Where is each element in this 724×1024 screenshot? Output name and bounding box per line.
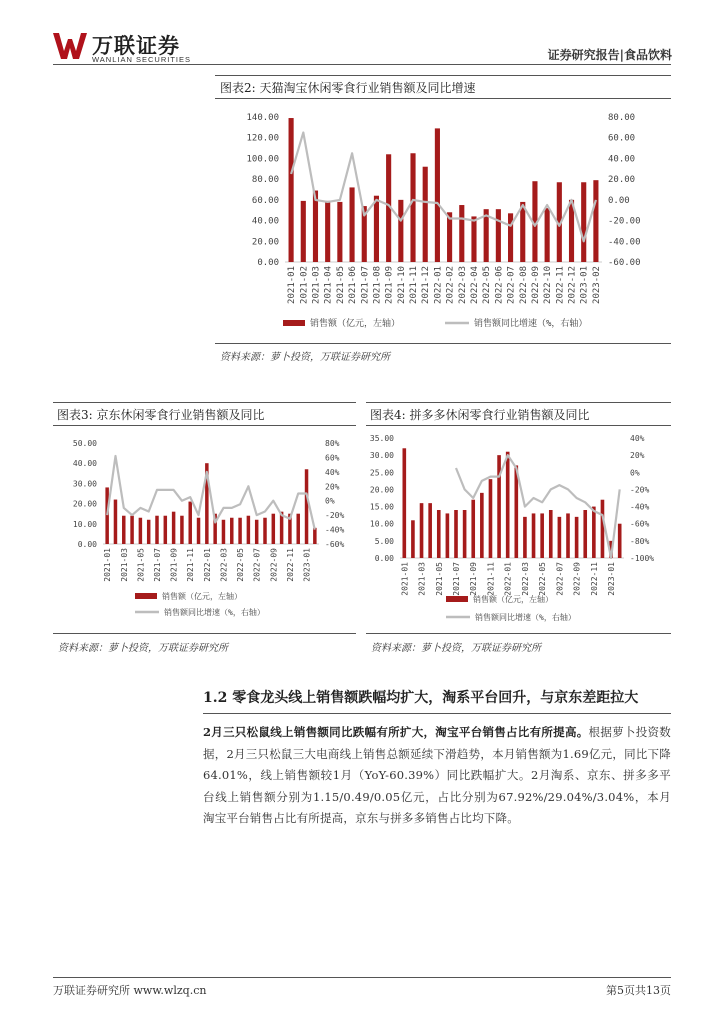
pdd-chart [366,428,671,628]
left-axis-tick-label: 40.00 [72,459,97,469]
sales-bar [581,182,586,262]
right-axis-tick-label: -40% [630,502,650,512]
sales-bar [313,528,316,544]
figure4-bottom-rule [366,633,671,634]
x-axis-tick-label: 2022-04 [469,266,480,304]
right-axis-tick-label: -20% [325,511,345,521]
right-axis-tick-label: -80% [630,536,650,546]
report-category: 证券研究报告|食品饮料 [547,48,672,62]
x-axis-tick-label: 2022-07 [506,266,517,304]
x-axis-tick-label: 2021-09 [384,266,395,304]
x-axis-tick-label: 2022-05 [482,266,493,304]
left-axis-tick-label: 40.00 [251,216,279,227]
left-axis-tick-label: 25.00 [369,468,394,478]
legend-bar-swatch [135,593,157,599]
figure3-title-text: 京东休闲零食行业销售额及同比 [96,408,265,422]
sales-bar [164,516,167,544]
sales-bar [601,500,605,558]
sales-bar [247,516,250,544]
x-axis-tick-label: 2022-11 [555,266,566,304]
right-axis-tick-label: 20% [630,451,645,461]
figure3-top-rule [53,402,356,403]
sales-bar [545,208,550,262]
left-axis-tick-label: 10.00 [72,519,97,529]
left-axis-tick-label: 80.00 [251,175,279,186]
x-axis-tick-label: 2023-02 [591,266,602,304]
right-axis-tick-label: 40.00 [608,154,636,165]
x-axis-tick-label: 2021-10 [396,266,407,304]
x-axis-tick-label: 2023-01 [302,548,312,582]
brand-name-en: WANLIAN SECURITIES [92,55,191,64]
footer-rule [53,977,671,978]
sales-bar [155,516,158,544]
figure4-label: 图表4: [370,408,406,422]
x-axis-tick-label: 2021-04 [323,266,334,304]
figure2-title-rule [215,98,671,99]
left-axis-tick-label: 100.00 [246,154,279,165]
sales-bar [435,128,440,262]
sales-bar [410,153,415,262]
sales-bar [114,500,117,544]
x-axis-tick-label: 2022-09 [530,266,541,304]
x-axis-tick-label: 2022-09 [572,562,582,596]
figure3-title-rule [53,425,356,426]
x-axis-tick-label: 2021-05 [335,266,346,304]
page-number: 第5页共13页 [606,984,671,997]
right-axis-tick-label: -20% [630,485,650,495]
sales-bar [337,202,342,262]
left-axis-tick-label: 0.00 [374,554,394,563]
sales-bar [255,520,258,544]
x-axis-tick-label: 2022-01 [503,562,513,596]
sales-bar [463,510,467,558]
sales-bar [575,517,579,558]
sales-bar [139,518,142,544]
x-axis-tick-label: 2021-07 [452,562,461,596]
x-axis-tick-label: 2022-11 [589,562,599,596]
sales-bar [411,520,415,558]
yoy-growth-line [291,133,596,242]
figure4-title [370,406,590,423]
right-axis-tick-label: 0% [630,468,640,478]
sales-bar [428,503,432,558]
sales-bar [420,503,424,558]
sales-bar [447,212,452,262]
sales-bar [122,516,125,544]
sales-bar [454,510,458,558]
sales-bar [489,479,493,558]
figure4-title-rule [366,425,671,426]
x-axis-tick-label: 2023-01 [579,266,590,304]
sales-bar [374,196,379,262]
legend-line-label: 销售额同比增速（%，右轴） [474,319,588,329]
right-axis-tick-label: -40.00 [608,237,641,248]
header-rule [53,64,671,65]
figure3-source: 资料来源：萝卜投资，万联证券研究所 [58,643,228,654]
sales-bar [180,516,183,544]
right-axis-tick-label: -60.00 [608,258,641,268]
sales-bar [289,118,294,262]
x-axis-tick-label: 2021-01 [103,548,113,582]
left-axis-tick-label: 0.00 [77,540,97,549]
jd-chart [53,428,356,628]
x-axis-tick-label: 2022-11 [285,548,295,582]
x-axis-tick-label: 2023-01 [607,562,617,596]
left-axis-tick-label: 30.00 [72,479,97,489]
figure2-title-text: 天猫淘宝休闲零食行业销售额及同比增速 [259,81,476,95]
x-axis-tick-label: 2021-09 [169,548,179,582]
wanlian-logo-icon [53,33,87,59]
figure4-top-rule [366,402,671,403]
sales-bar [301,201,306,262]
x-axis-tick-label: 2022-06 [494,266,505,304]
section-lead: 2月三只松鼠线上销售额同比跌幅有所扩大，淘宝平台销售占比有所提高。 [203,725,589,739]
sales-bar [238,518,241,544]
figure2-bottom-rule [215,343,671,344]
x-axis-tick-label: 2021-11 [186,548,196,582]
x-axis-tick-label: 2021-11 [409,266,420,304]
sales-bar [423,167,428,262]
section-paragraph [203,722,671,830]
left-axis-tick-label: 20.00 [251,237,279,248]
x-axis-tick-label: 2021-08 [372,266,383,304]
sales-bar [325,201,330,262]
x-axis-tick-label: 2022-01 [202,548,212,582]
x-axis-tick-label: 2021-02 [299,266,310,304]
sales-bar [188,502,191,544]
x-axis-tick-label: 2022-01 [433,266,444,304]
left-axis-tick-label: 10.00 [369,519,394,529]
sales-bar [296,514,299,544]
x-axis-tick-label: 2022-12 [567,266,578,304]
x-axis-tick-label: 2021-11 [486,562,496,596]
right-axis-tick-label: -60% [630,519,650,529]
legend-bar-swatch [283,320,305,326]
tmall-taobao-chart [215,100,671,340]
sales-bar [566,513,570,558]
sales-bar [508,213,513,262]
figure2-label: 图表2: [220,81,256,95]
right-axis-tick-label: 20.00 [608,175,636,186]
sales-bar [272,514,275,544]
x-axis-tick-label: 2022-08 [518,266,529,304]
brand-name-cn: 万联证券 [92,34,180,58]
right-axis-tick-label: 60% [325,453,340,463]
sales-bar [402,448,406,558]
x-axis-tick-label: 2021-05 [136,548,146,582]
left-axis-tick-label: 30.00 [369,451,394,461]
x-axis-tick-label: 2021-01 [400,562,410,596]
x-axis-tick-label: 2021-03 [311,266,322,304]
sales-bar [520,202,525,262]
x-axis-tick-label: 2022-05 [538,562,548,596]
right-axis-tick-label: 60.00 [608,133,636,144]
x-axis-tick-label: 2021-07 [153,548,162,582]
sales-bar [305,469,308,544]
x-axis-tick-label: 2022-03 [457,266,468,304]
x-axis-tick-label: 2022-03 [520,562,530,596]
legend-line-label: 销售额同比增速（%，右轴） [164,608,265,617]
x-axis-tick-label: 2021-01 [287,266,298,304]
sales-bar [398,200,403,262]
figure3-label: 图表3: [57,408,93,422]
figure2-top-rule [215,75,671,76]
figure4-source: 资料来源：萝卜投资，万联证券研究所 [371,643,541,654]
sales-bar [197,518,200,544]
sales-bar [540,513,544,558]
sales-bar [592,507,596,558]
x-axis-tick-label: 2022-02 [445,266,456,304]
left-axis-tick-label: 20.00 [369,485,394,495]
right-axis-tick-label: 0% [325,496,335,506]
x-axis-tick-label: 2021-06 [348,266,359,304]
sales-bar [230,518,233,544]
right-axis-tick-label: -60% [325,540,345,549]
right-axis-tick-label: -20.00 [608,216,641,227]
sales-bar [105,487,108,544]
figure3-title [57,406,265,423]
figure4-title-text: 拼多多休闲零食行业销售额及同比 [409,408,590,422]
sales-bar [480,493,484,558]
left-axis-tick-label: 15.00 [369,502,394,512]
section-body: 根据萝卜投资数据，2月三只松鼠三大电商线上销售总额延续下滑趋势，本月销售额为1.69亿元，同比下降64.01%，线上销售额较1月（YoY-60.39%）同比跌幅扩大。2月淘系、京东、拼多多平台线上销售额分别为1.15/0.49/0.05亿元，占比分别为67.92%/29.04%/3.04%，本月淘宝平台销售占比有所提高，京东与拼多多销售占比均下降。 [203,725,671,826]
x-axis-tick-label: 2022-07 [555,562,565,596]
x-axis-tick-label: 2021-05 [434,562,444,596]
legend-bar-label: 销售额（亿元，左轴） [310,319,401,329]
sales-bar [130,516,133,544]
sales-bar [222,520,225,544]
sales-bar [532,513,536,558]
right-axis-tick-label: 40% [630,434,645,443]
yoy-growth-line [107,456,315,530]
left-axis-tick-label: 140.00 [246,113,279,123]
sales-bar [471,216,476,262]
sales-bar [593,180,598,262]
sales-bar [172,512,175,544]
x-axis-tick-label: 2021-03 [417,562,427,596]
section-rule [203,713,671,714]
footer-left: 万联证券研究所 www.wlzq.cn [53,984,207,997]
section-title: 1.2 零食龙头线上销售额跌幅均扩大，淘系平台回升，与京东差距拉大 [203,690,639,706]
sales-bar [549,510,553,558]
x-axis-tick-label: 2021-09 [469,562,479,596]
right-axis-tick-label: -40% [325,525,345,535]
left-axis-tick-label: 60.00 [251,195,279,206]
right-axis-tick-label: -100% [630,554,655,563]
sales-bar [147,520,150,544]
sales-bar [523,517,527,558]
figure2-title [220,79,476,96]
sales-bar [446,513,450,558]
sales-bar [506,452,510,558]
sales-bar [583,510,587,558]
x-axis-tick-label: 2021-12 [421,266,432,304]
left-axis-tick-label: 0.00 [257,258,279,268]
left-axis-tick-label: 35.00 [369,434,394,443]
right-axis-tick-label: 0.00 [608,195,630,206]
x-axis-tick-label: 2021-07 [360,266,371,304]
sales-bar [496,209,501,262]
x-axis-tick-label: 2022-03 [219,548,229,582]
x-axis-tick-label: 2022-09 [269,548,279,582]
legend-bar-label: 销售额（亿元，左轴） [473,595,553,604]
sales-bar [437,510,441,558]
x-axis-tick-label: 2022-05 [236,548,246,582]
figure3-bottom-rule [53,633,356,634]
figure2-source: 资料来源：萝卜投资，万联证券研究所 [220,352,390,363]
legend-bar-swatch [446,596,468,602]
legend-bar-label: 销售额（亿元，左轴） [162,592,242,601]
right-axis-tick-label: 80.00 [608,113,636,123]
sales-bar [459,205,464,262]
x-axis-tick-label: 2021-03 [119,548,129,582]
left-axis-tick-label: 20.00 [72,499,97,509]
right-axis-tick-label: 80% [325,439,340,448]
left-axis-tick-label: 50.00 [72,439,97,448]
x-axis-tick-label: 2022-10 [543,266,554,304]
legend-line-label: 销售额同比增速（%，右轴） [475,613,576,622]
sales-bar [514,465,518,558]
sales-bar [471,500,475,558]
right-axis-tick-label: 40% [325,467,340,477]
sales-bar [618,524,622,558]
x-axis-tick-label: 2022-07 [252,548,262,582]
sales-bar [558,517,562,558]
right-axis-tick-label: 20% [325,482,340,492]
sales-bar [349,187,354,262]
sales-bar [263,518,266,544]
left-axis-tick-label: 5.00 [374,536,394,546]
left-axis-tick-label: 120.00 [246,133,279,144]
